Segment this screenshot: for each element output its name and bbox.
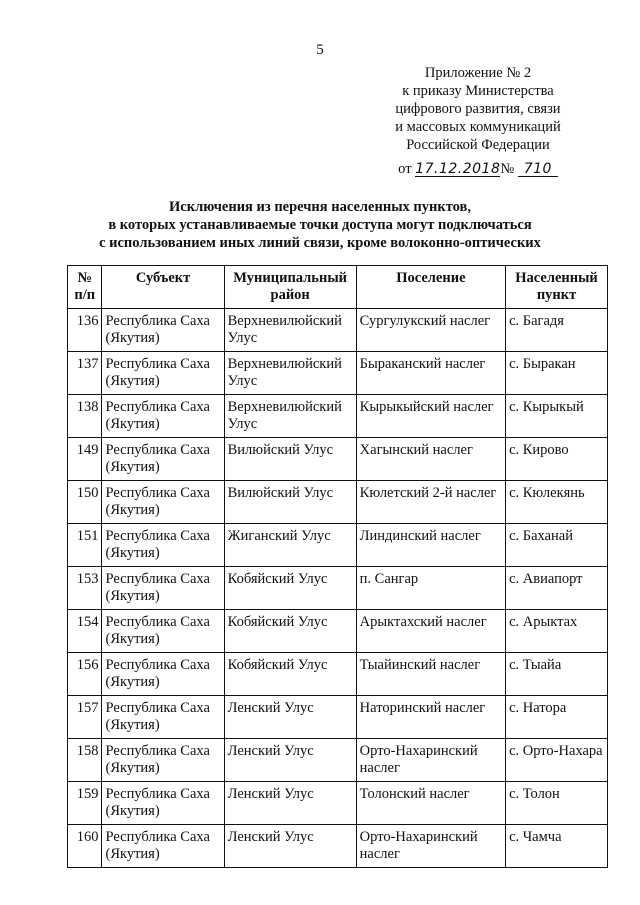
cell-settlement: Быраканский наслег — [356, 352, 505, 395]
exceptions-table — [67, 265, 608, 868]
cell-district: Ленский Улус — [224, 696, 356, 739]
cell-subject: Республика Саха (Якутия) — [102, 481, 224, 524]
order-date-number — [380, 160, 576, 178]
header-subject: Субъект — [102, 266, 224, 309]
handwritten-number: 710 — [518, 162, 558, 177]
cell-num: 150 — [68, 481, 102, 524]
from-label: от — [398, 161, 412, 177]
header-district: Муниципальный район — [224, 266, 356, 309]
cell-settlement: Сургулукский наслег — [356, 309, 505, 352]
cell-district: Верхневилюйский Улус — [224, 309, 356, 352]
cell-locality: с. Авиапорт — [506, 567, 608, 610]
table-row — [68, 610, 608, 653]
title-line: Исключения из перечня населенных пунктов, — [169, 199, 471, 215]
cell-locality: с. Багадя — [506, 309, 608, 352]
number-label: № — [500, 161, 515, 177]
appendix-line: цифрового развития, связи — [395, 101, 561, 117]
appendix-block — [380, 64, 576, 178]
cell-num: 158 — [68, 739, 102, 782]
cell-settlement: Орто-Нахаринский наслег — [356, 739, 505, 782]
cell-settlement: Кырыкыйский наслег — [356, 395, 505, 438]
cell-settlement: Наторинский наслег — [356, 696, 505, 739]
cell-subject: Республика Саха (Якутия) — [102, 395, 224, 438]
handwritten-date: 17.12.2018 — [415, 161, 501, 177]
cell-subject: Республика Саха (Якутия) — [102, 782, 224, 825]
table-row — [68, 352, 608, 395]
table-row — [68, 309, 608, 352]
title-line: с использованием иных линий связи, кроме волоконно-оптических — [99, 235, 541, 251]
table-row — [68, 524, 608, 567]
header-locality: Населенный пункт — [506, 266, 608, 309]
cell-district: Верхневилюйский Улус — [224, 352, 356, 395]
cell-district: Вилюйский Улус — [224, 481, 356, 524]
cell-subject: Республика Саха (Якутия) — [102, 739, 224, 782]
cell-locality: с. Баханай — [506, 524, 608, 567]
cell-district: Кобяйский Улус — [224, 567, 356, 610]
cell-locality: с. Кирово — [506, 438, 608, 481]
cell-settlement: Арыктахский наслег — [356, 610, 505, 653]
cell-district: Верхневилюйский Улус — [224, 395, 356, 438]
cell-subject: Республика Саха (Якутия) — [102, 352, 224, 395]
cell-district: Ленский Улус — [224, 739, 356, 782]
table-row — [68, 825, 608, 868]
cell-settlement: Линдинский наслег — [356, 524, 505, 567]
table-row — [68, 395, 608, 438]
cell-num: 157 — [68, 696, 102, 739]
cell-locality: с. Тыайа — [506, 653, 608, 696]
cell-num: 159 — [68, 782, 102, 825]
title-line: в которых устанавливаемые точки доступа могут подключаться — [108, 217, 532, 233]
cell-num: 156 — [68, 653, 102, 696]
appendix-line: к приказу Министерства — [402, 83, 554, 99]
table-row — [68, 438, 608, 481]
cell-locality: с. Арыктах — [506, 610, 608, 653]
cell-subject: Республика Саха (Якутия) — [102, 696, 224, 739]
appendix-line: Российской Федерации — [406, 137, 550, 153]
cell-district: Ленский Улус — [224, 825, 356, 868]
cell-district: Кобяйский Улус — [224, 653, 356, 696]
table-row — [68, 481, 608, 524]
cell-settlement: Орто-Нахаринский наслег — [356, 825, 505, 868]
cell-district: Вилюйский Улус — [224, 438, 356, 481]
header-settlement: Поселение — [356, 266, 505, 309]
cell-settlement: п. Сангар — [356, 567, 505, 610]
cell-locality: с. Чамча — [506, 825, 608, 868]
table-header-row — [68, 266, 608, 309]
cell-num: 154 — [68, 610, 102, 653]
cell-district: Жиганский Улус — [224, 524, 356, 567]
table-body — [68, 309, 608, 868]
cell-subject: Республика Саха (Якутия) — [102, 567, 224, 610]
cell-locality: с. Быракан — [506, 352, 608, 395]
cell-num: 136 — [68, 309, 102, 352]
cell-subject: Республика Саха (Якутия) — [102, 653, 224, 696]
table-row — [68, 739, 608, 782]
cell-subject: Республика Саха (Якутия) — [102, 309, 224, 352]
cell-num: 138 — [68, 395, 102, 438]
table-row — [68, 782, 608, 825]
cell-subject: Республика Саха (Якутия) — [102, 610, 224, 653]
page-number: 5 — [316, 42, 324, 58]
document-title — [80, 198, 560, 252]
table-row — [68, 567, 608, 610]
cell-subject: Республика Саха (Якутия) — [102, 524, 224, 567]
cell-locality: с. Натора — [506, 696, 608, 739]
table-row — [68, 653, 608, 696]
cell-num: 160 — [68, 825, 102, 868]
cell-locality: с. Кюлекянь — [506, 481, 608, 524]
cell-locality: с. Орто-Нахара — [506, 739, 608, 782]
cell-subject: Республика Саха (Якутия) — [102, 438, 224, 481]
header-num: № п/п — [68, 266, 102, 309]
cell-district: Ленский Улус — [224, 782, 356, 825]
cell-num: 153 — [68, 567, 102, 610]
cell-locality: с. Кырыкый — [506, 395, 608, 438]
cell-locality: с. Толон — [506, 782, 608, 825]
cell-settlement: Толонский наслег — [356, 782, 505, 825]
cell-settlement: Хагынский наслег — [356, 438, 505, 481]
appendix-line: Приложение № 2 — [424, 65, 532, 81]
table-row — [68, 696, 608, 739]
appendix-line: и массовых коммуникаций — [395, 119, 561, 135]
cell-num: 151 — [68, 524, 102, 567]
cell-settlement: Тыайинский наслег — [356, 653, 505, 696]
cell-settlement: Кюлетский 2-й наслег — [356, 481, 505, 524]
cell-num: 149 — [68, 438, 102, 481]
cell-district: Кобяйский Улус — [224, 610, 356, 653]
cell-num: 137 — [68, 352, 102, 395]
cell-subject: Республика Саха (Якутия) — [102, 825, 224, 868]
